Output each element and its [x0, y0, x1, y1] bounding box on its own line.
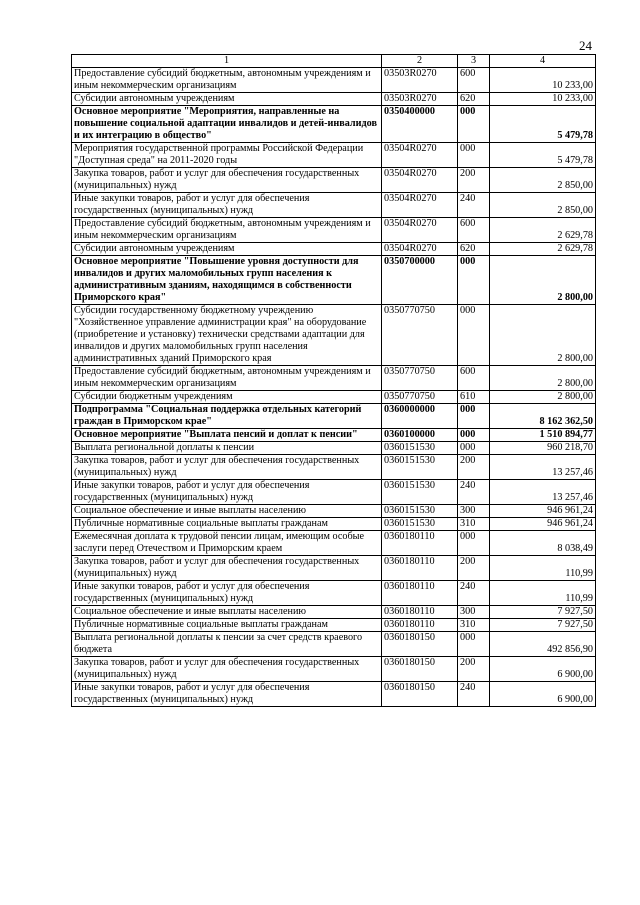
- row-amount-cell: 7 927,50: [490, 606, 596, 619]
- row-code-cell: 0360180110: [382, 581, 458, 606]
- row-name-cell: Предоставление субсидий бюджетным, автономным учреждениям и иным некоммерческим организациям: [72, 218, 382, 243]
- row-code-cell: 0360180110: [382, 531, 458, 556]
- row-name-cell: Закупка товаров, работ и услуг для обеспечения государственных (муниципальных) нужд: [72, 168, 382, 193]
- table-row: [72, 391, 596, 404]
- row-amount-cell: 8 038,49: [490, 531, 596, 556]
- table-row: [72, 556, 596, 581]
- row-type-cell: 240: [458, 682, 490, 707]
- row-amount-cell: 946 961,24: [490, 505, 596, 518]
- row-name-cell: Закупка товаров, работ и услуг для обеспечения государственных (муниципальных) нужд: [72, 556, 382, 581]
- row-name-cell: Субсидии автономным учреждениям: [72, 93, 382, 106]
- row-amount-cell: 6 900,00: [490, 682, 596, 707]
- row-name-cell: Иные закупки товаров, работ и услуг для обеспечения государственных (муниципальных) нужд: [72, 480, 382, 505]
- row-type-cell: 240: [458, 581, 490, 606]
- row-type-cell: 000: [458, 256, 490, 305]
- row-name-cell: Выплата региональной доплаты к пенсии: [72, 442, 382, 455]
- table-row: [72, 218, 596, 243]
- row-code-cell: 0350700000: [382, 256, 458, 305]
- row-type-cell: 200: [458, 556, 490, 581]
- table-row: [72, 518, 596, 531]
- table-row: [72, 505, 596, 518]
- row-name-cell: Закупка товаров, работ и услуг для обеспечения государственных (муниципальных) нужд: [72, 657, 382, 682]
- row-name-cell: Социальное обеспечение и иные выплаты населению: [72, 606, 382, 619]
- row-name-cell: Иные закупки товаров, работ и услуг для обеспечения государственных (муниципальных) нужд: [72, 193, 382, 218]
- row-name-cell: Основное мероприятие "Повышение уровня доступности для инвалидов и других маломобильных групп населения к административным зданиям, находящимся в собственности Приморского края": [72, 256, 382, 305]
- row-amount-cell: 5 479,78: [490, 143, 596, 168]
- table-row: [72, 143, 596, 168]
- row-code-cell: 03504R0270: [382, 218, 458, 243]
- column-1-header: 1: [72, 55, 382, 68]
- table-row: [72, 366, 596, 391]
- table-row: [72, 243, 596, 256]
- table-row: [72, 256, 596, 305]
- table-row: [72, 455, 596, 480]
- row-code-cell: 03504R0270: [382, 243, 458, 256]
- row-amount-cell: 10 233,00: [490, 68, 596, 93]
- row-code-cell: 0360180150: [382, 632, 458, 657]
- table-row: [72, 305, 596, 366]
- row-type-cell: 000: [458, 143, 490, 168]
- column-number-header: [72, 55, 596, 68]
- row-type-cell: 310: [458, 518, 490, 531]
- budget-table: [71, 54, 596, 707]
- row-type-cell: 200: [458, 657, 490, 682]
- row-type-cell: 000: [458, 632, 490, 657]
- row-name-cell: Субсидии государственному бюджетному учреждению "Хозяйственное управление администрации края" на оборудование (приобретение и установку) технически средствами адаптации для инвалидов и других маломобильных групп населения административных зданий Приморского края: [72, 305, 382, 366]
- row-type-cell: 240: [458, 480, 490, 505]
- row-amount-cell: 2 850,00: [490, 193, 596, 218]
- row-amount-cell: 2 629,78: [490, 218, 596, 243]
- row-amount-cell: 2 850,00: [490, 168, 596, 193]
- row-type-cell: 600: [458, 366, 490, 391]
- row-amount-cell: 492 856,90: [490, 632, 596, 657]
- row-code-cell: 0360180150: [382, 682, 458, 707]
- row-amount-cell: 10 233,00: [490, 93, 596, 106]
- column-3-header: 3: [458, 55, 490, 68]
- row-amount-cell: 2 800,00: [490, 256, 596, 305]
- row-amount-cell: 960 218,70: [490, 442, 596, 455]
- row-name-cell: Предоставление субсидий бюджетным, автономным учреждениям и иным некоммерческим организациям: [72, 366, 382, 391]
- row-code-cell: 0360151530: [382, 505, 458, 518]
- row-code-cell: 0360000000: [382, 404, 458, 429]
- table-row: [72, 93, 596, 106]
- row-type-cell: 000: [458, 531, 490, 556]
- table-row: [72, 429, 596, 442]
- row-code-cell: 0350400000: [382, 106, 458, 143]
- column-2-header: 2: [382, 55, 458, 68]
- table-row: [72, 619, 596, 632]
- row-code-cell: 0350770750: [382, 305, 458, 366]
- row-code-cell: 0360100000: [382, 429, 458, 442]
- row-name-cell: Социальное обеспечение и иные выплаты населению: [72, 505, 382, 518]
- row-type-cell: 200: [458, 455, 490, 480]
- row-code-cell: 03504R0270: [382, 143, 458, 168]
- page-number: 24: [579, 38, 592, 53]
- table-row: [72, 106, 596, 143]
- table-row: [72, 68, 596, 93]
- row-code-cell: 0350770750: [382, 366, 458, 391]
- table-row: [72, 657, 596, 682]
- row-type-cell: 000: [458, 442, 490, 455]
- row-amount-cell: 946 961,24: [490, 518, 596, 531]
- row-name-cell: Основное мероприятие "Мероприятия, направленные на повышение социальной адаптации инвалидов и детей-инвалидов и их интеграцию в общество": [72, 106, 382, 143]
- table-row: [72, 480, 596, 505]
- row-amount-cell: 110,99: [490, 556, 596, 581]
- row-code-cell: 03503R0270: [382, 68, 458, 93]
- table-row: [72, 682, 596, 707]
- row-name-cell: Ежемесячная доплата к трудовой пенсии лицам, имеющим особые заслуги перед Отечеством и Приморским краем: [72, 531, 382, 556]
- row-amount-cell: 13 257,46: [490, 455, 596, 480]
- row-type-cell: 000: [458, 404, 490, 429]
- row-name-cell: Субсидии бюджетным учреждениям: [72, 391, 382, 404]
- row-amount-cell: 1 510 894,77: [490, 429, 596, 442]
- row-code-cell: 0360180110: [382, 606, 458, 619]
- table-row: [72, 168, 596, 193]
- row-type-cell: 000: [458, 106, 490, 143]
- row-code-cell: 0360151530: [382, 518, 458, 531]
- row-code-cell: 0360180110: [382, 556, 458, 581]
- table-row: [72, 632, 596, 657]
- row-amount-cell: 110,99: [490, 581, 596, 606]
- table-row: [72, 606, 596, 619]
- row-code-cell: 0360151530: [382, 442, 458, 455]
- table-row: [72, 442, 596, 455]
- table-row: [72, 404, 596, 429]
- row-code-cell: 0350770750: [382, 391, 458, 404]
- table-row: [72, 581, 596, 606]
- row-name-cell: Мероприятия государственной программы Российской Федерации "Доступная среда" на 2011-2020 годы: [72, 143, 382, 168]
- row-amount-cell: 2 800,00: [490, 366, 596, 391]
- row-amount-cell: 13 257,46: [490, 480, 596, 505]
- row-name-cell: Предоставление субсидий бюджетным, автономным учреждениям и иным некоммерческим организациям: [72, 68, 382, 93]
- row-amount-cell: 2 800,00: [490, 305, 596, 366]
- row-type-cell: 000: [458, 305, 490, 366]
- row-type-cell: 600: [458, 218, 490, 243]
- row-amount-cell: 7 927,50: [490, 619, 596, 632]
- table-row: [72, 531, 596, 556]
- row-type-cell: 300: [458, 505, 490, 518]
- row-name-cell: Публичные нормативные социальные выплаты гражданам: [72, 619, 382, 632]
- row-amount-cell: 8 162 362,50: [490, 404, 596, 429]
- row-type-cell: 620: [458, 93, 490, 106]
- row-type-cell: 600: [458, 68, 490, 93]
- row-name-cell: Иные закупки товаров, работ и услуг для обеспечения государственных (муниципальных) нужд: [72, 682, 382, 707]
- row-type-cell: 310: [458, 619, 490, 632]
- row-type-cell: 240: [458, 193, 490, 218]
- row-code-cell: 0360180110: [382, 619, 458, 632]
- row-type-cell: 000: [458, 429, 490, 442]
- row-code-cell: 0360151530: [382, 480, 458, 505]
- row-code-cell: 03504R0270: [382, 168, 458, 193]
- row-amount-cell: 2 629,78: [490, 243, 596, 256]
- table-row: [72, 193, 596, 218]
- row-name-cell: Выплата региональной доплаты к пенсии за счет средств краевого бюджета: [72, 632, 382, 657]
- row-amount-cell: 6 900,00: [490, 657, 596, 682]
- row-name-cell: Закупка товаров, работ и услуг для обеспечения государственных (муниципальных) нужд: [72, 455, 382, 480]
- row-type-cell: 300: [458, 606, 490, 619]
- row-code-cell: 03504R0270: [382, 193, 458, 218]
- row-amount-cell: 2 800,00: [490, 391, 596, 404]
- row-code-cell: 0360180150: [382, 657, 458, 682]
- row-code-cell: 03503R0270: [382, 93, 458, 106]
- row-name-cell: Основное мероприятие "Выплата пенсий и доплат к пенсии": [72, 429, 382, 442]
- row-type-cell: 200: [458, 168, 490, 193]
- row-type-cell: 620: [458, 243, 490, 256]
- column-4-header: 4: [490, 55, 596, 68]
- row-amount-cell: 5 479,78: [490, 106, 596, 143]
- row-type-cell: 610: [458, 391, 490, 404]
- row-code-cell: 0360151530: [382, 455, 458, 480]
- row-name-cell: Подпрограмма "Социальная поддержка отдельных категорий граждан в Приморском крае": [72, 404, 382, 429]
- row-name-cell: Иные закупки товаров, работ и услуг для обеспечения государственных (муниципальных) нужд: [72, 581, 382, 606]
- row-name-cell: Публичные нормативные социальные выплаты гражданам: [72, 518, 382, 531]
- row-name-cell: Субсидии автономным учреждениям: [72, 243, 382, 256]
